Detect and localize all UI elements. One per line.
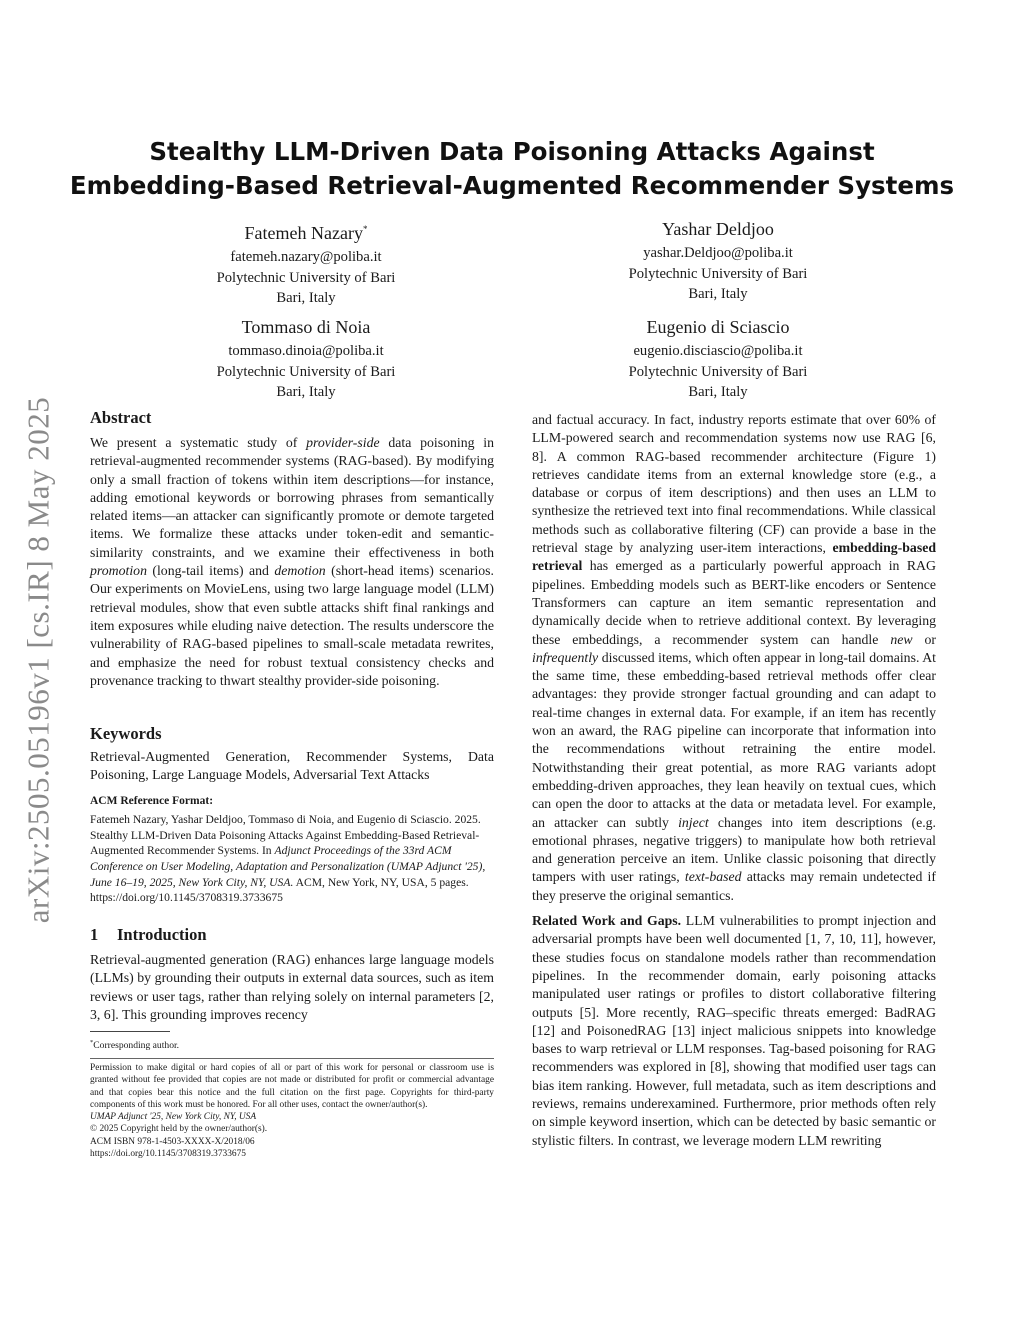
keywords-text: Retrieval-Augmented Generation, Recommender Systems, Data Poisoning, Large Language Models, Adversarial Text Attacks (90, 749, 494, 783)
author-email: eugenio.disciascio@poliba.it (633, 343, 803, 359)
author-email: yashar.Deldjoo@poliba.it (643, 245, 793, 261)
acm-reference-text: Fatemeh Nazary, Yashar Deldjoo, Tommaso di Noia, and Eugenio di Sciascio. 2025. Stealthy LLM-Driven Data Poisoning Attacks Against Embedding-Based Retrieval-Augmented Recommender Systems. In Adjunct Proceedings of the 33rd ACM Conference on User Modeling, Adaptation and Personalization (UMAP Adjunct '25), June 16–19, 2025, New York City, NY, USA. ACM, New York, NY, USA, 5 pages. https://doi.org/10.1145/3708319.3733675 (90, 813, 486, 905)
copyright-line: © 2025 Copyright held by the owner/author(s). (90, 1124, 268, 1135)
keywords-heading: Keywords (90, 724, 162, 743)
author-block (146, 216, 466, 309)
isbn-line: ACM ISBN 978-1-4503-XXXX-X/2018/06 (90, 1136, 255, 1147)
title-line-1: Stealthy LLM-Driven Data Poisoning Attacks Against (149, 137, 875, 166)
venue-line: UMAP Adjunct '25, New York City, NY, USA (90, 1112, 257, 1123)
author-name: Tommaso di Noia (241, 317, 371, 337)
author-affiliation: Polytechnic University of Bari (216, 363, 396, 380)
introduction-section (90, 925, 494, 1024)
permission-block (90, 1062, 494, 1160)
author-location: Bari, Italy (688, 384, 748, 400)
author-name: Fatemeh Nazary* (244, 223, 368, 243)
intro-continued (532, 411, 936, 1150)
corresponding-mark: * (362, 224, 368, 234)
footnote: *Corresponding author. (90, 1039, 180, 1052)
permission-divider (90, 1058, 494, 1059)
title-line-2: Embedding-Based Retrieval-Augmented Recommender Systems (69, 171, 955, 200)
abstract-heading: Abstract (90, 408, 152, 427)
author-name: Eugenio di Sciascio (646, 317, 790, 337)
paper-title (60, 135, 964, 203)
author-location: Bari, Italy (276, 384, 336, 400)
author-affiliation: Polytechnic University of Bari (628, 363, 808, 380)
author-location: Bari, Italy (688, 286, 748, 302)
intro-paragraph: and factual accuracy. In fact, industry reports estimate that over 60% of LLM-powered search and recommendation systems now use RAG [6, 8]. A common RAG-based recommender architecture (Figure 1) retrieves candidate items from an external knowledge store (e.g., a database or corpus of item descriptions) and then uses an LLM to synthesize the retrieved text into final recommendations. While classical methods such as collaborative filtering (CF) can provide a base in the retrieval stage by analyzing user-item interactions, embedding-based retrieval has emerged as a particularly powerful approach in RAG pipelines. Embedding models such as BERT-like encoders or Sentence Transformers can capture an item semantic representation and dynamically decide when to retrieve additional context. By leveraging these embeddings, a recommender system can handle new or infrequently discussed items, which often appear in long-tail domains. At the same time, these embedding-based retrieval methods offer clear advantages: they provide stronger factual grounding and can adapt to real-time changes in external data. For example, if an item has recently won an award, the RAG pipeline can incorporate that information into the recommendations without retraining the entire model. Notwithstanding their great potential, as more RAG variants adopt embedding-driven approaches, they lean heavily on textual cues, which can open the door to attacks at the data or metadata level. For example, an attacker can subtly inject changes into item descriptions (e.g. emotional phrases, negative triggers) to manipulate how both retrieval and generation perceive an item. Unlike classic poisoning that directly tampers with user ratings, text-based attacks may remain undetected if they preserve the original semantics. (532, 412, 936, 903)
acm-reference-section (90, 792, 494, 906)
permission-text: Permission to make digital or hard copies of all or part of this work for personal or classroom use is granted without fee provided that copies are not made or distributed for profit or commercial advantage and that copies bear this notice and the full citation on the first page. Copyrights for third-party components of this work must be honored. For all other uses, contact the owner/author(s). (90, 1063, 494, 1110)
keywords-section (90, 724, 494, 785)
acm-reference-heading: ACM Reference Format: (90, 795, 214, 807)
author-affiliation: Polytechnic University of Bari (628, 265, 808, 282)
author-name: Yashar Deldjoo (662, 219, 774, 239)
arxiv-identifier (16, 365, 60, 955)
author-block (146, 314, 466, 403)
author-email: tommaso.dinoia@poliba.it (228, 343, 384, 359)
arxiv-id-text: arXiv:2505.05196v1 [cs.IR] 8 May 2025 (20, 396, 55, 924)
author-email: fatemeh.nazary@poliba.it (230, 249, 382, 265)
doi-line: https://doi.org/10.1145/3708319.3733675 (90, 1149, 246, 1160)
related-work-heading: Related Work and Gaps. (532, 913, 682, 929)
introduction-heading: 1 Introduction (90, 925, 207, 944)
author-location: Bari, Italy (276, 290, 336, 306)
footnote-divider (90, 1031, 170, 1032)
author-block (558, 216, 878, 305)
introduction-text: Retrieval-augmented generation (RAG) enhances large language models (LLMs) by grounding their outputs in external data sources, such as item reviews or user tags, rather than relying solely on internal parameters [2, 3, 6]. This grounding improves recency (90, 952, 494, 1022)
author-affiliation: Polytechnic University of Bari (216, 269, 396, 286)
abstract-text: We present a systematic study of provider-side data poisoning in retrieval-augmented recommender systems (RAG-based). By modifying only a small fraction of tokens within item descriptions—for instance, adding emotional keywords or borrowing phrases from semantically related items—an attacker can significantly promote or demote targeted items. We formalize these attacks under token-edit and semantic-similarity constraints, and we examine their effectiveness in both promotion (long-tail items) and demotion (short-head items) scenarios. Our experiments on MovieLens, using two large language model (LLM) retrieval modules, show that even subtle attacks shift final rankings and item exposures while eluding naive detection. The results underscore the vulnerability of RAG-based pipelines to small-scale metadata rewrites, and emphasize the need for robust textual consistency checks and provenance tracking to thwart stealthy provider-side poisoning. (90, 435, 494, 688)
abstract-section (90, 408, 494, 690)
related-work-paragraph: Related Work and Gaps. LLM vulnerabilities to prompt injection and adversarial prompts have been well documented [1, 7, 10, 11], however, these studies focus on standalone models rather than recommendation pipelines. In the recommender domain, early poisoning attacks manipulated user ratings or profiles to distort collaborative filtering outputs [5]. More recently, RAG–specific threats emerged: BadRAG [12] and PoisonedRAG [13] inject malicious snippets into knowledge bases to warp retrieval or LLM responses. Tag-based poisoning for RAG recommenders was explored in [8], showing that modified user tags can bias item ranking. However, full metadata, such as item descriptions and reviews, remains underexamined. Furthermore, prior methods often rely on simple keyword insertion, which can be detected by basic semantic or stylistic filters. In contrast, we leverage modern LLM rewriting (532, 913, 936, 1148)
author-block (558, 314, 878, 403)
